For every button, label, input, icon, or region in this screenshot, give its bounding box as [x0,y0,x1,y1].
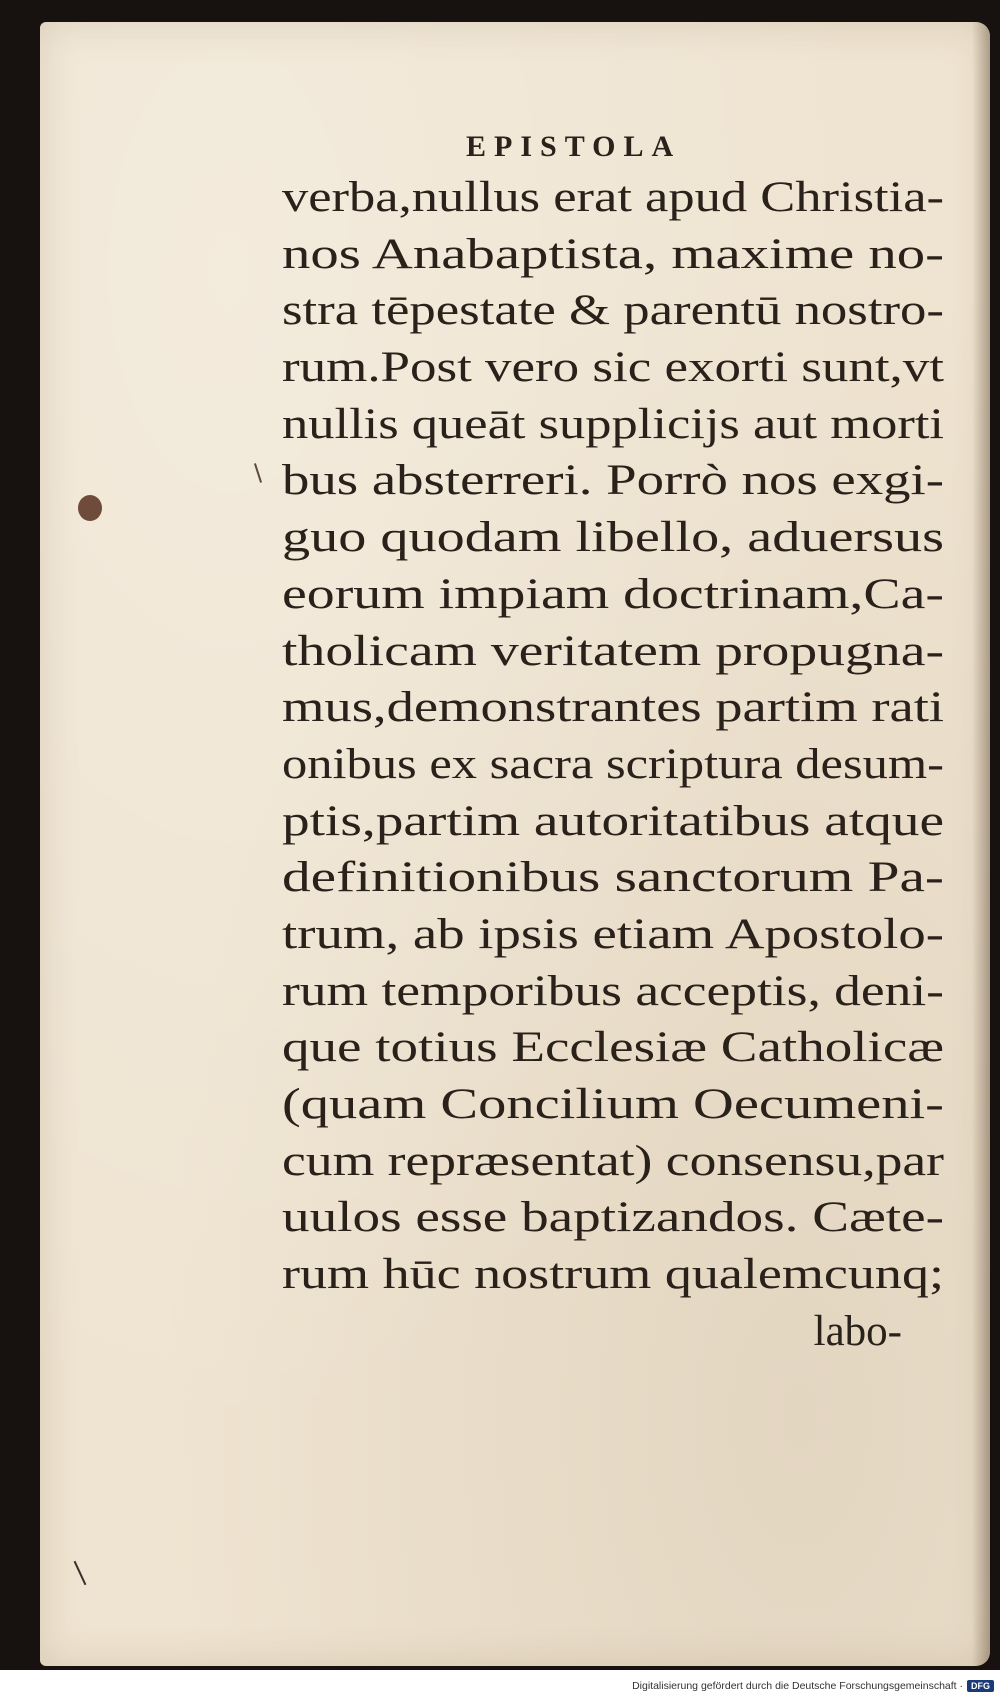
text-line: rum temporibus acceptis, deni- [282,967,944,1015]
credit-text: Digitalisierung gefördert durch die Deutsche Forschungsgemeinschaft · [632,1680,963,1692]
ink-stain [78,495,102,521]
text-line: bus absterreri. Porrò nos exgi- [282,457,944,505]
text-line: trum, ab ipsis etiam Apostolo- [282,910,944,958]
text-line: rum.Post vero sic exorti sunt,vt [282,344,944,392]
digitization-credit [632,1680,994,1692]
text-line: ptis,partim autoritatibus atque [282,797,944,845]
text-line: cum repræsentat) consensu,par [282,1137,944,1185]
text-line: stra tēpestate & parentū nostro- [282,287,944,335]
dfg-logo: DFG [967,1680,994,1692]
running-head: EPISTOLA [466,130,682,163]
text-line: tholicam veritatem propugna- [282,627,944,675]
text-line: mus,demonstrantes partim rati [282,684,944,732]
text-line: guo quodam libello, aduersus [282,514,944,562]
text-line: nos Anabaptista, maxime no- [282,230,944,278]
text-line: onibus ex sacra scriptura desum- [282,740,944,788]
text-line: que totius Ecclesiæ Catholicæ [282,1024,944,1072]
catchword: labo- [813,1307,902,1355]
text-line: verba,nullus erat apud Christia- [282,174,944,221]
text-line: rum hūc nostrum qualemcunq; [282,1251,944,1299]
text-line: (quam Concilium Oecumeni- [282,1081,944,1128]
text-line: eorum impiam doctrinam,Ca- [282,570,944,618]
text-line: definitionibus sanctorum Pa- [282,854,944,902]
text-line: nullis queāt supplicijs aut morti [282,400,944,448]
text-block [282,170,962,1360]
text-line: uulos esse baptizandos. Cæte- [282,1194,944,1242]
